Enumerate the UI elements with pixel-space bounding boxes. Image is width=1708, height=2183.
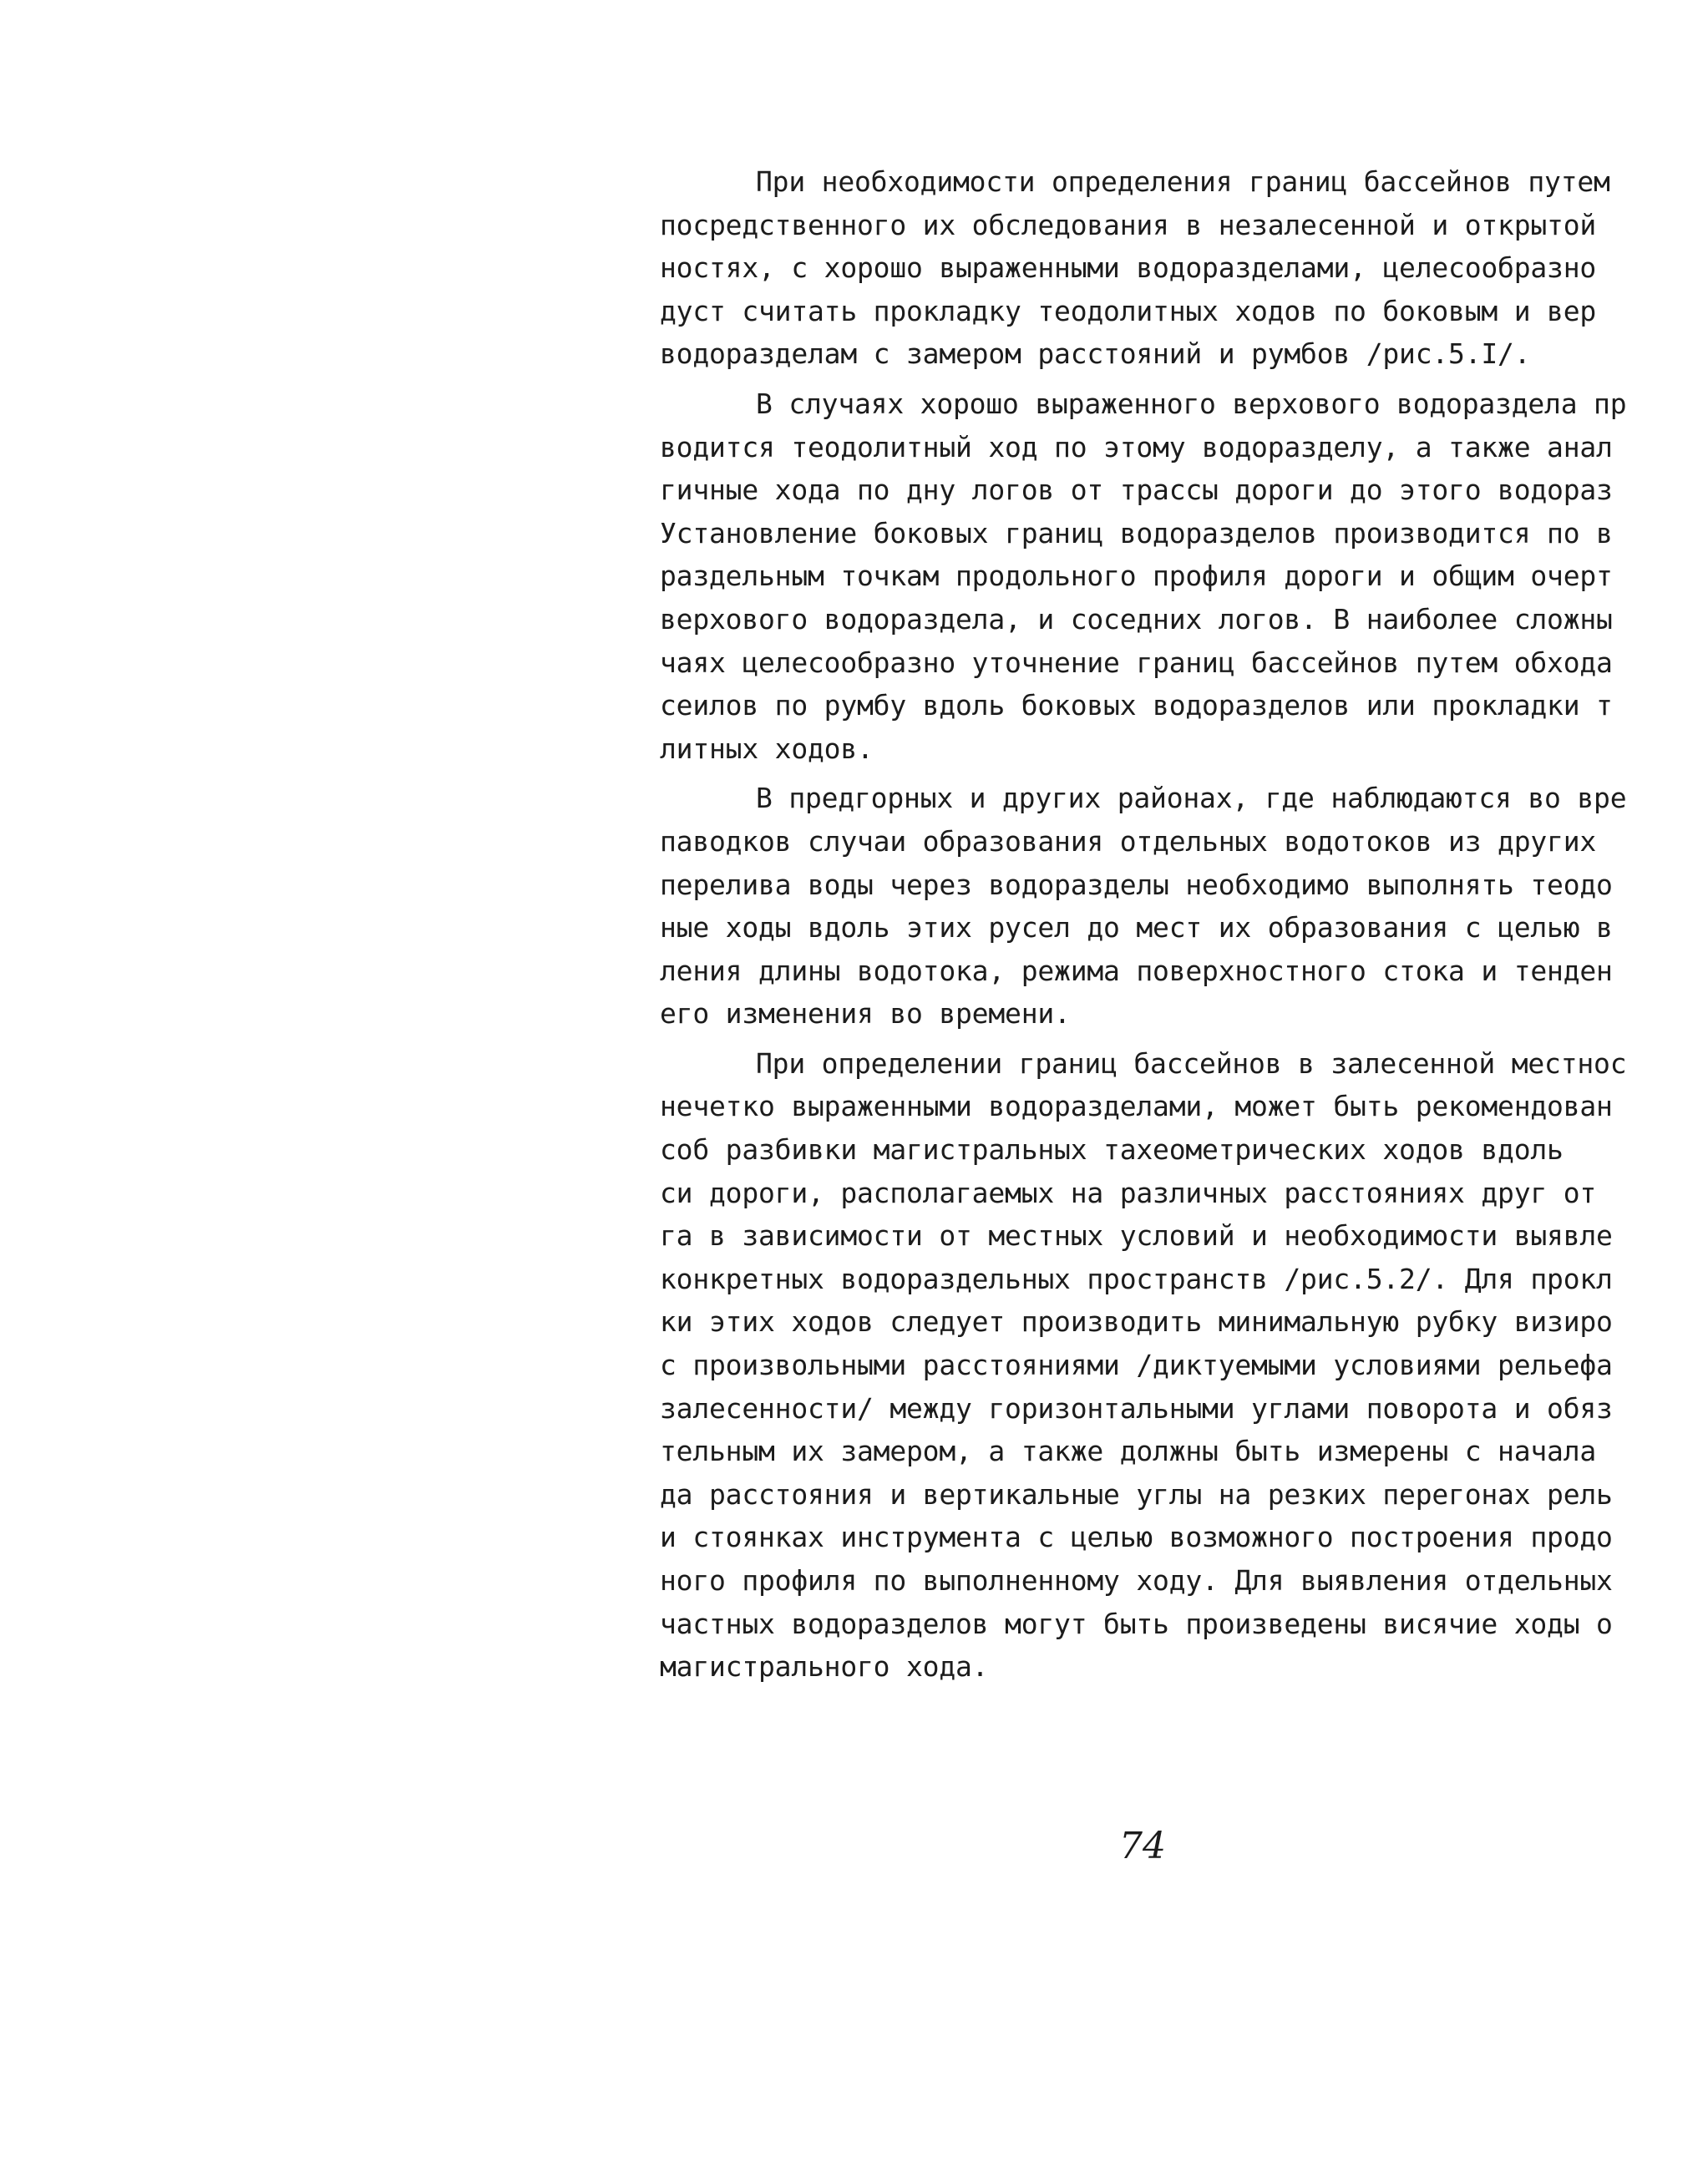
text-line: и стоянках инструмента с целью возможного построения продо: [660, 1521, 1613, 1554]
text-line: При определении границ бассейнов в залесенной местнос: [756, 1046, 1627, 1080]
text-line: ления длины водотока, режима поверхностного стока и тенден: [660, 954, 1613, 987]
text-line: верхового водораздела, и соседних логов. В наиболее сложны: [660, 602, 1613, 636]
text-line: посредственного их обследования в незалесенной и открытой: [660, 208, 1597, 241]
text-line: конкретных водораздельных пространств /рис.5.2/. Для прокл: [660, 1262, 1613, 1295]
text-line: чаях целесообразно уточнение границ бассейнов путем обхода: [660, 646, 1613, 679]
text-line: В предгорных и других районах, где наблюдаются во вре: [756, 782, 1627, 815]
paragraph: [660, 160, 1695, 376]
text-line: ные ходы вдоль этих русел до мест их образования с целью в: [660, 911, 1613, 945]
text-line: водится теодолитный ход по этому водоразделу, а также анал: [660, 430, 1613, 463]
page-number: 74: [1119, 1825, 1166, 1867]
text-line: си дороги, располагаемых на различных расстояниях друг от: [660, 1176, 1597, 1209]
text-line: гичные хода по дну логов от трассы дороги до этого водораз: [660, 474, 1613, 507]
paragraph: [660, 382, 1695, 770]
text-line: перелива воды через водоразделы необходимо выполнять теодо: [660, 868, 1613, 901]
text-line: ного профиля по выполненному ходу. Для выявления отдельных: [660, 1564, 1613, 1597]
text-line: раздельным точкам продольного профиля дороги и общим очерт: [660, 560, 1613, 593]
text-line: га в зависимости от местных условий и необходимости выявле: [660, 1219, 1613, 1253]
text-line: дуст считать прокладку теодолитных ходов по боковым и вер: [660, 294, 1597, 327]
text-line: магистрального хода.: [660, 1650, 989, 1684]
text-line: залесенности/ между горизонтальными углами поворота и обяз: [660, 1391, 1613, 1425]
text-line: Установление боковых границ водоразделов производится по в: [660, 516, 1613, 550]
text-line: с произвольными расстояниями /диктуемыми условиями рельефа: [660, 1349, 1613, 1382]
text-line: сеилов по румбу вдоль боковых водоразделов или прокладки т: [660, 689, 1613, 722]
text-line: ки этих ходов следует производить минимальную рубку визиро: [660, 1305, 1613, 1339]
text-line: да расстояния и вертикальные углы на резких перегонах рель: [660, 1477, 1613, 1511]
paragraph: [660, 777, 1695, 1036]
text-line: ностях, с хорошо выраженными водоразделами, целесообразно: [660, 251, 1597, 285]
text-line: тельным их замером, а также должны быть измерены с начала: [660, 1435, 1597, 1468]
body-text: [660, 160, 1695, 1695]
text-line: нечетко выраженными водоразделами, может быть рекомендован: [660, 1090, 1613, 1123]
text-line: литных ходов.: [660, 732, 874, 765]
text-line: его изменения во времени.: [660, 997, 1071, 1031]
paragraph: [660, 1042, 1695, 1689]
text-line: водоразделам с замером расстояний и румбов /рис.5.I/.: [660, 337, 1531, 371]
text-line: соб разбивки магистральных тахеометрических ходов вдоль: [660, 1133, 1564, 1167]
text-line: В случаях хорошо выраженного верхового водораздела пр: [756, 387, 1627, 420]
text-line: При необходимости определения границ бассейнов путем: [756, 165, 1610, 198]
text-line: частных водоразделов могут быть произведены висячие ходы о: [660, 1607, 1613, 1640]
text-line: паводков случаи образования отдельных водотоков из других: [660, 824, 1597, 858]
